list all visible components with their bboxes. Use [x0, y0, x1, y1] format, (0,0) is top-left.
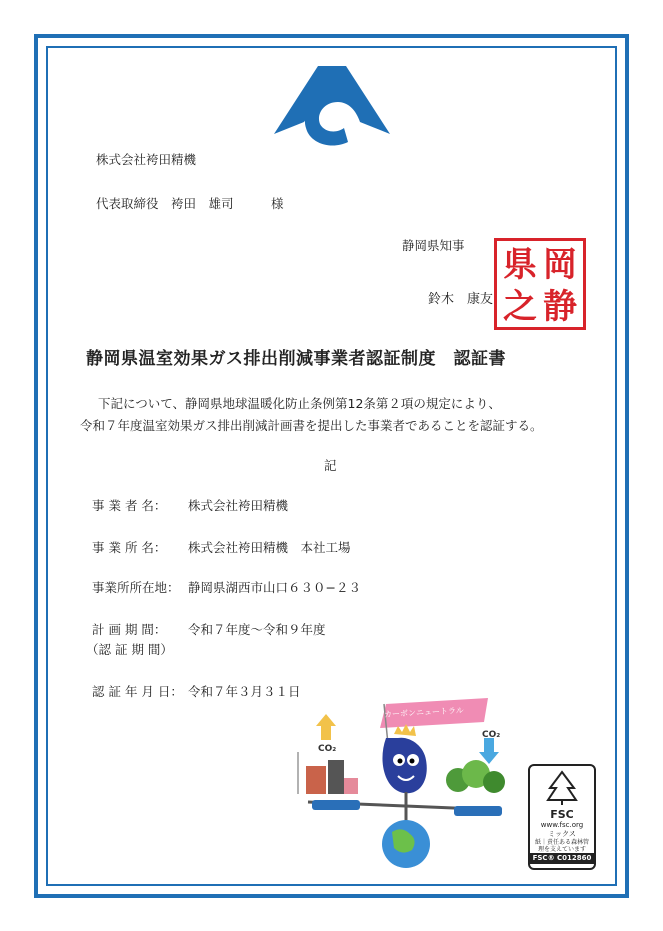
prefecture-emblem-icon	[266, 62, 398, 146]
fsc-brand: FSC	[550, 808, 574, 821]
issuer-name: 鈴木 康友	[428, 292, 494, 307]
item-value: 静岡県湖西市山口６３０−２３	[188, 580, 361, 595]
recipient-company: 株式会社袴田精機	[96, 152, 197, 167]
carbon-neutral-illustration	[288, 694, 524, 874]
fsc-code: FSC® C012860	[530, 853, 594, 864]
item-label: 認 証 年 月 日：	[92, 684, 183, 699]
fsc-url: www.fsc.org	[540, 821, 584, 829]
ki-heading: 記	[324, 458, 337, 473]
fsc-tree-icon	[542, 770, 582, 806]
item-value: 株式会社袴田精機	[188, 498, 289, 513]
seal-char: 県	[503, 245, 537, 285]
fsc-mix: ミックス	[548, 830, 576, 838]
item-label: 事 業 所 名：	[92, 540, 167, 555]
banner-text: カーボンニュートラル	[383, 705, 464, 720]
body-line-1: 下記について、静岡県地球温暖化防止条例第12条第２項の規定により、	[98, 396, 501, 411]
item-label: 事業所所在地：	[92, 580, 180, 595]
issuer-office: 静岡県知事	[402, 238, 465, 253]
document-title: 静岡県温室効果ガス排出削減事業者認証制度 認証書	[86, 349, 506, 369]
co2-left-label: CO₂	[318, 744, 337, 754]
item-value: 令和７年度〜令和９年度	[188, 622, 326, 637]
fsc-desc: 紙｜責任ある森林管理を支えています	[534, 839, 589, 853]
fsc-badge	[528, 764, 596, 870]
body-line-2: 令和７年度温室効果ガス排出削減計画書を提出した事業者であることを認証する。	[80, 418, 543, 433]
seal-char: 岡	[543, 245, 577, 285]
item-sublabel: （認 証 期 間）	[86, 642, 173, 657]
item-value: 株式会社袴田精機 本社工場	[188, 540, 351, 555]
seal-char: 之	[503, 287, 537, 327]
seal-char: 静	[543, 287, 577, 327]
item-value: 令和７年３月３１日	[188, 684, 301, 699]
item-label: 計 画 期 間：	[92, 622, 167, 637]
co2-right-label: CO₂	[482, 730, 501, 740]
official-seal	[494, 238, 586, 330]
recipient-name: 代表取締役 袴田 雄司 様	[96, 196, 284, 211]
item-label: 事 業 者 名：	[92, 498, 167, 513]
